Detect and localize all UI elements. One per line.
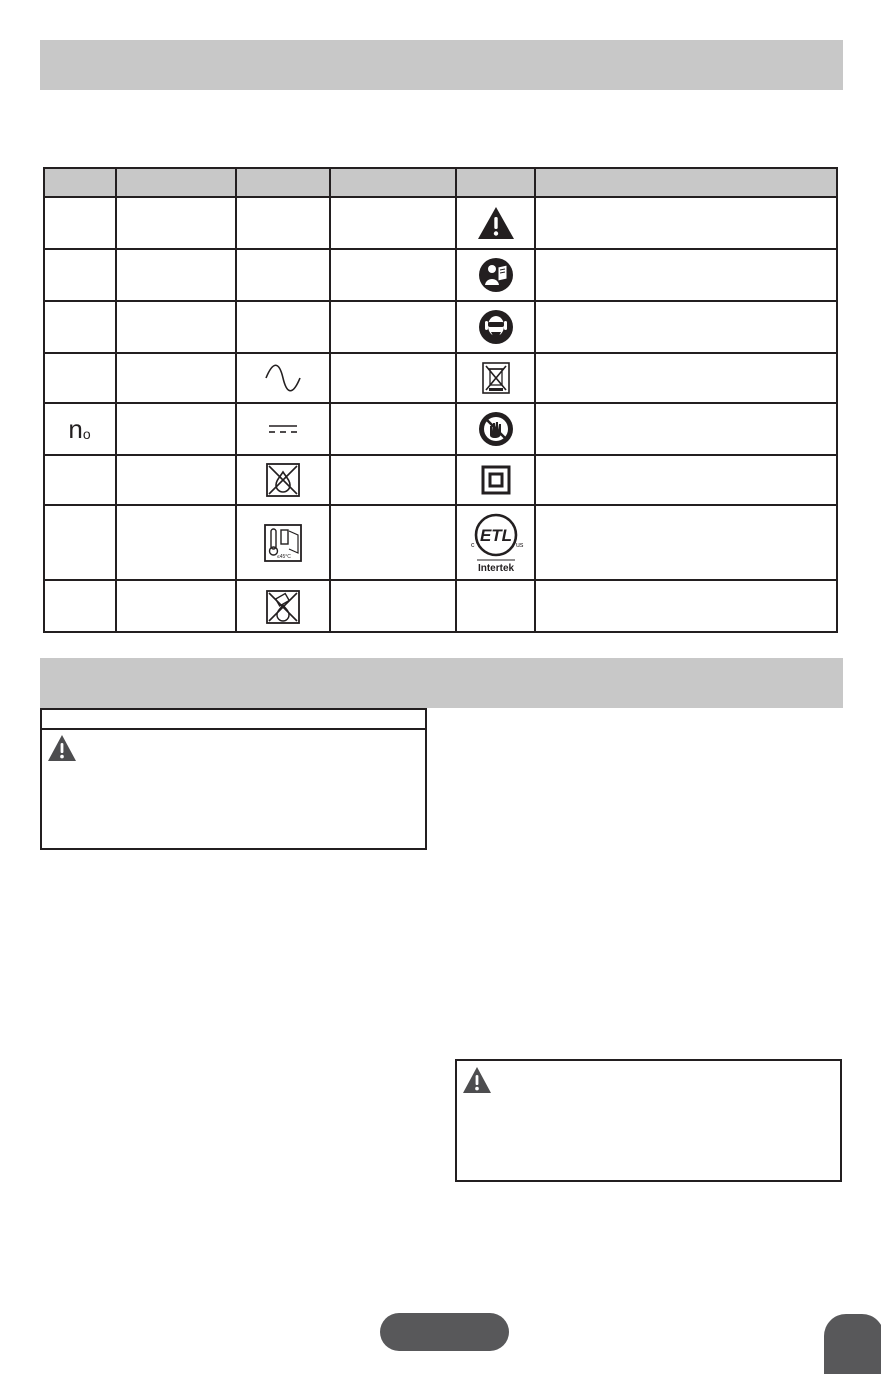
crossed-out-bin-icon bbox=[456, 353, 535, 403]
no-flammable-icon bbox=[236, 455, 330, 505]
alternating-current-icon bbox=[236, 353, 330, 403]
double-insulation-icon bbox=[456, 455, 535, 505]
no-load-speed-icon bbox=[43, 403, 116, 455]
language-pill bbox=[380, 1313, 509, 1351]
etl-text: ETL bbox=[479, 525, 512, 545]
no-battery-fire-icon bbox=[236, 580, 330, 633]
safety-section-header bbox=[40, 658, 843, 708]
temp-label-text: ≤45°C bbox=[277, 553, 291, 560]
warning-triangle-icon bbox=[456, 197, 535, 249]
warning-box-left-stub bbox=[40, 728, 42, 776]
warning-box-right bbox=[455, 1059, 842, 1182]
face-protection-icon bbox=[456, 301, 535, 353]
page-number-tab bbox=[824, 1314, 881, 1374]
no-load-subscript-text: o bbox=[82, 426, 91, 442]
etl-us-text: us bbox=[515, 541, 523, 549]
direct-current-icon bbox=[236, 403, 330, 455]
warning-triangle-icon bbox=[47, 734, 77, 767]
intertek-text: Intertek bbox=[477, 562, 514, 574]
table-header-row bbox=[44, 168, 837, 197]
read-manual-icon bbox=[456, 249, 535, 301]
symbol-table bbox=[43, 167, 838, 633]
no-hand-contact-icon bbox=[456, 403, 535, 455]
symbol-table-grid bbox=[43, 167, 838, 633]
symbols-section-header bbox=[40, 40, 843, 90]
no-load-symbol-text: n bbox=[68, 414, 83, 444]
temperature-limit-icon bbox=[236, 505, 330, 580]
warning-triangle-icon bbox=[462, 1066, 492, 1099]
warning-box-title-strip bbox=[42, 710, 425, 730]
etl-listed-mark bbox=[456, 505, 535, 580]
warning-box-left bbox=[40, 708, 427, 850]
etl-c-text: c bbox=[470, 541, 474, 549]
